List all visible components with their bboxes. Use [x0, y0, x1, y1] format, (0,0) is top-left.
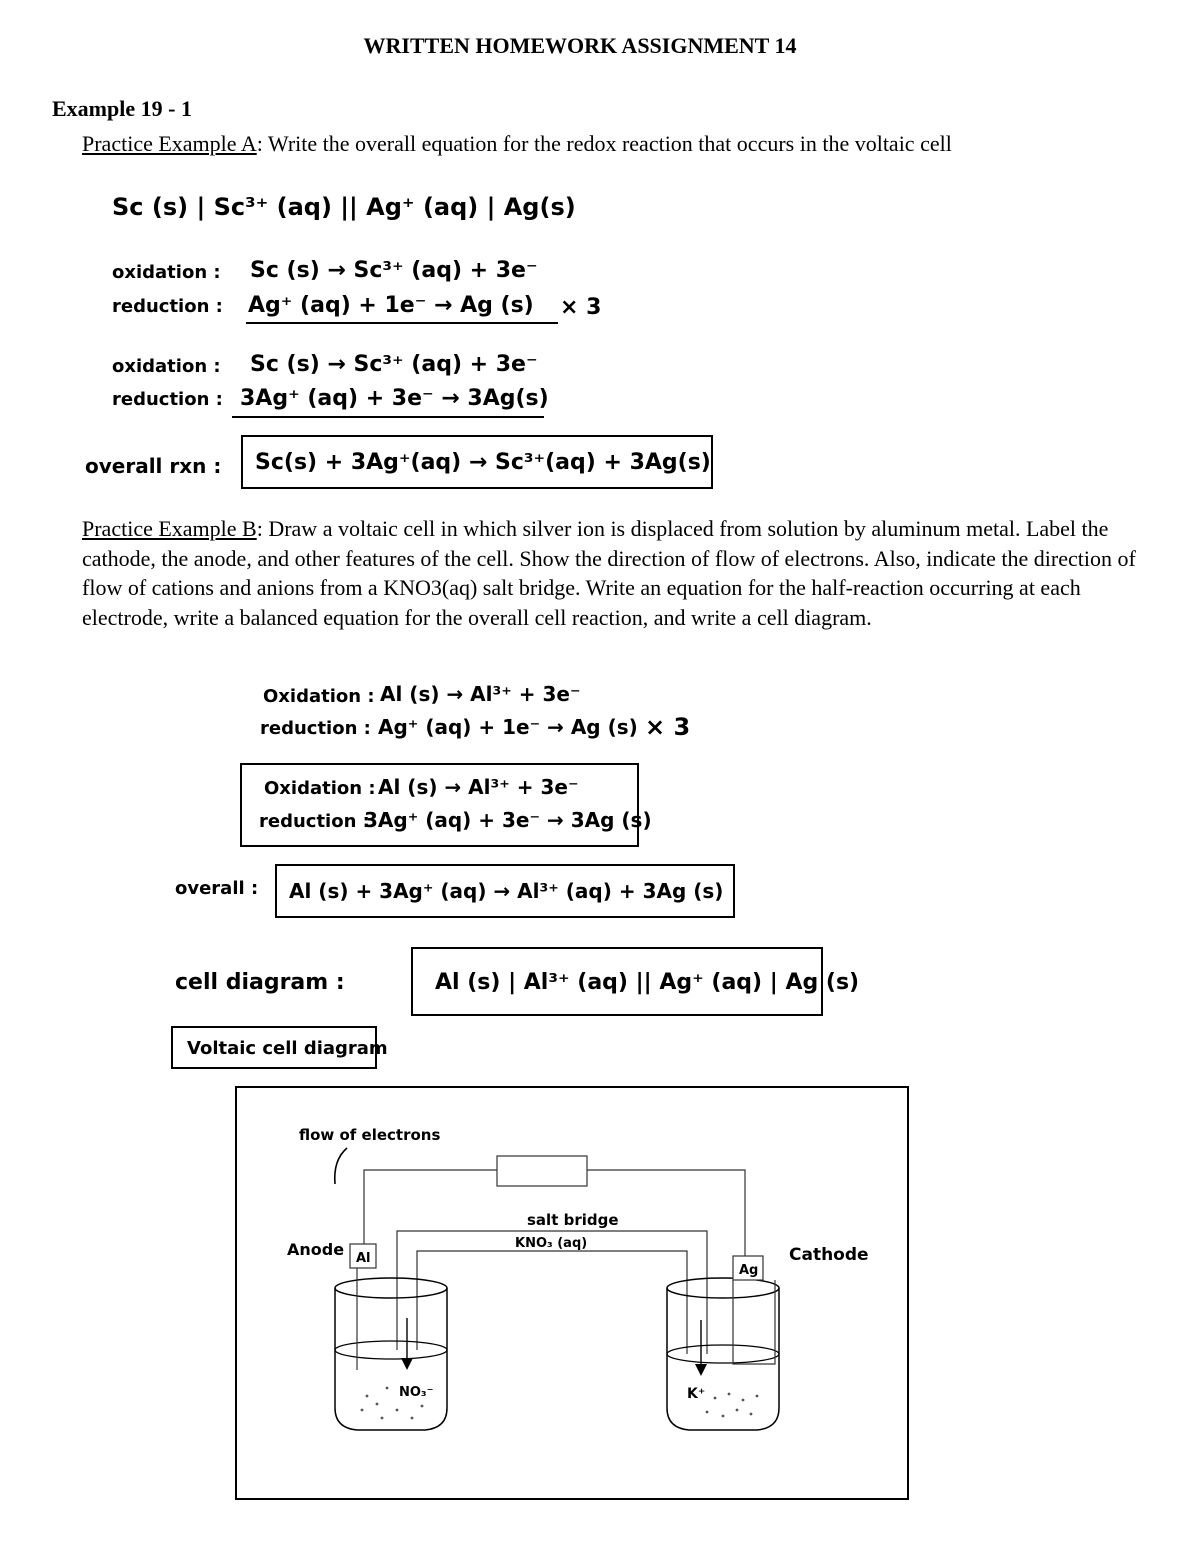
- pb-cell-label: cell diagram :: [175, 970, 345, 995]
- voltaic-cell-svg: [237, 1088, 903, 1494]
- salt-bridge-label: salt bridge: [527, 1211, 619, 1229]
- practice-a-text: : Write the overall equation for the redox reaction that occurs in the voltaic cell: [256, 131, 952, 156]
- flow-label: flow of electrons: [299, 1126, 441, 1144]
- pa-overall-label: overall rxn :: [85, 454, 222, 478]
- practice-b-label: Practice Example B: [82, 516, 257, 541]
- pa-step1-sum-line: [246, 322, 558, 324]
- pb-step2-box: [240, 763, 652, 847]
- anode-label: Anode: [287, 1240, 345, 1259]
- pb-step1-reduction-eq: Ag⁺ (aq) + 1e⁻ → Ag (s): [378, 715, 638, 739]
- cation-label: K⁺: [687, 1386, 706, 1402]
- pa-step1-reduction-eq: Ag⁺ (aq) + 1e⁻ → Ag (s): [248, 293, 534, 318]
- pa-step1-oxidation-eq: Sc (s) → Sc³⁺ (aq) + 3e⁻: [250, 258, 538, 283]
- cathode-solution-level: [667, 1345, 779, 1363]
- cathode-electrode-rod: [733, 1280, 775, 1364]
- anion-arrowhead: [401, 1358, 413, 1370]
- page-title: WRITTEN HOMEWORK ASSIGNMENT 14: [363, 33, 797, 58]
- salt-bridge-inner: [417, 1251, 687, 1354]
- practice-a-label: Practice Example A: [82, 131, 257, 156]
- pb-step2-reduction-eq: 3Ag⁺ (aq) + 3e⁻ → 3Ag (s): [364, 808, 652, 832]
- pa-overall-eq: Sc(s) + 3Ag⁺(aq) → Sc³⁺(aq) + 3Ag(s): [255, 450, 711, 475]
- pb-step2-oxidation-label: Oxidation :: [264, 778, 376, 799]
- pb-step2-reduction-label: reduction :: [259, 811, 370, 832]
- practice-a-cell-notation: Sc (s) | Sc³⁺ (aq) || Ag⁺ (aq) | Ag(s): [112, 193, 576, 221]
- cathode-beaker-rim: [667, 1278, 779, 1298]
- pb-overall-box: [275, 864, 735, 918]
- pb-step2-oxidation-eq: Al (s) → Al³⁺ + 3e⁻: [378, 775, 579, 799]
- pb-overall-eq: Al (s) + 3Ag⁺ (aq) → Al³⁺ (aq) + 3Ag (s): [289, 879, 724, 903]
- anode-solution-level: [335, 1341, 447, 1359]
- wire-left: [364, 1170, 497, 1256]
- pb-voltaic-label: Voltaic cell diagram: [187, 1038, 388, 1059]
- pa-step2-reduction-label: reduction :: [112, 389, 223, 410]
- pa-step1-multiplier: × 3: [560, 295, 602, 320]
- practice-b-text: : Draw a voltaic cell in which silver ion is displaced from solution by aluminum metal. Label the cathode, the anode, and other features of the cell. Show the direction of flow of electrons. Also, indicate the direction of flow of cations and anions from a KNO3(aq) salt bridge. Write an equation for the half-reaction occurring at each electrode, write a balanced equation for the overall cell reaction, and write a cell diagram.: [82, 516, 1136, 630]
- pb-cell-box: [411, 947, 860, 1016]
- salt-bridge-solution: KNO₃ (aq): [515, 1236, 588, 1251]
- cathode-electrode-label: Ag: [739, 1263, 759, 1278]
- voltaic-cell-diagram: [235, 1086, 909, 1500]
- cathode-beaker-body: [667, 1288, 779, 1430]
- pb-overall-label: overall :: [175, 878, 259, 899]
- pa-step1-oxidation-label: oxidation :: [112, 262, 221, 283]
- pb-cell-eq: Al (s) | Al³⁺ (aq) || Ag⁺ (aq) | Ag (s): [435, 970, 860, 995]
- anode-electrode-label: Al: [356, 1251, 371, 1266]
- voltmeter-box: [497, 1156, 587, 1186]
- pa-step2-sum-line: [232, 416, 544, 418]
- practice-b-prompt: [82, 514, 1142, 632]
- cation-arrowhead: [695, 1364, 707, 1376]
- pb-step1-oxidation-label: Oxidation :: [263, 686, 375, 707]
- pb-step1-multiplier: × 3: [645, 713, 691, 741]
- pa-step1-reduction-label: reduction :: [112, 296, 223, 317]
- pa-step2-oxidation-eq: Sc (s) → Sc³⁺ (aq) + 3e⁻: [250, 352, 538, 377]
- pa-step2-oxidation-label: oxidation :: [112, 356, 221, 377]
- anion-label: NO₃⁻: [399, 1385, 434, 1400]
- electron-flow-arrow: [335, 1148, 347, 1184]
- example-heading: Example 19 - 1: [52, 96, 192, 121]
- anode-beaker-rim: [335, 1278, 447, 1298]
- pb-step1-reduction-label: reduction :: [260, 718, 371, 739]
- pb-step1-oxidation-eq: Al (s) → Al³⁺ + 3e⁻: [380, 682, 581, 706]
- pa-overall-box: [241, 435, 713, 489]
- cathode-label: Cathode: [789, 1245, 869, 1265]
- pb-voltaic-label-box: [171, 1026, 388, 1069]
- cathode-particles: [706, 1393, 759, 1418]
- pa-step2-reduction-eq: 3Ag⁺ (aq) + 3e⁻ → 3Ag(s): [240, 386, 549, 411]
- practice-a-prompt: [82, 129, 1172, 159]
